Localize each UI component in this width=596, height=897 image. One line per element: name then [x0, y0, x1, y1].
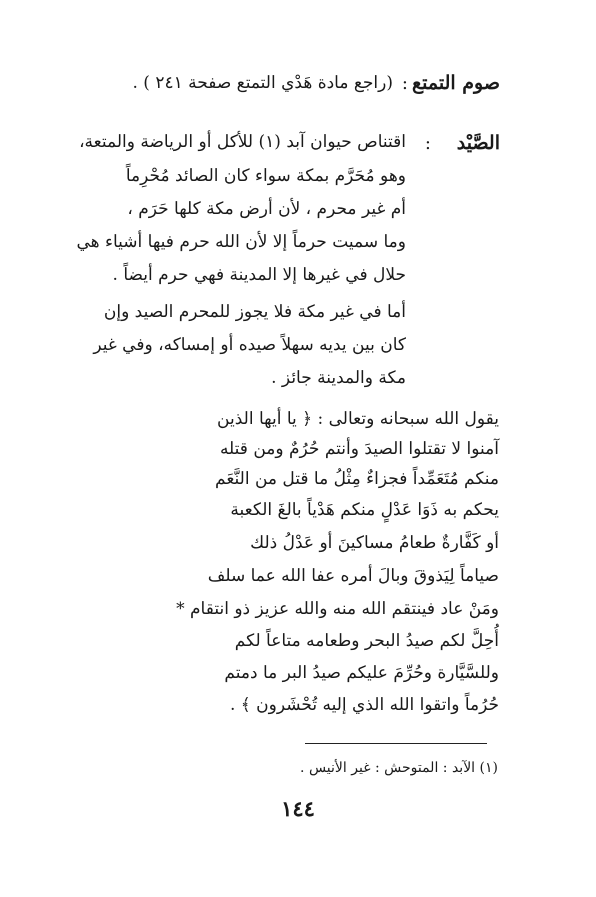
entry-colon: : — [424, 133, 431, 154]
sayd-line: أم غير محرم ، لأن أرض مكة كلها حَرَم ، — [127, 199, 406, 219]
entry-text-tamattu-fast: (راجع مادة هَدْي التمتع صفحة ٢٤١ ) . — [132, 73, 393, 93]
paragraph-line: كان بين يديه سهلاً صيده أو إمساكه، وفي غير — [93, 335, 406, 355]
quran-line: ومَنْ عاد فينتقم الله منه والله عزيز ذو انتقام * — [176, 599, 499, 619]
quran-line: صياماً لِيَذوقَ وبالَ أمره عفا الله عما سلف — [207, 566, 499, 586]
quran-line: أُحِلَّ لكم صيدُ البحر وطعامه متاعاً لكم — [234, 631, 499, 651]
quran-line: يحكم به ذَوَا عَدْلٍ منكم هَدْياً بالغَ الكعبة — [230, 500, 499, 520]
entry-term-sayd: الصَّيْد — [456, 132, 500, 154]
footnote-divider — [305, 743, 487, 744]
quran-line: حُرُماً واتقوا الله الذي إليه تُحْشَرون ﴾ . — [229, 695, 499, 715]
page-number: ١٤٤ — [281, 796, 315, 821]
sayd-line: وما سميت حرماً إلا لأن الله حرم فيها أشياء هي — [76, 232, 406, 252]
entry-term-tamattu-fast: صوم التمتع — [412, 72, 500, 94]
paragraph-line: مكة والمدينة جائز . — [271, 368, 406, 388]
sayd-line: وهو مُحَرَّم بمكة سواء كان الصائد مُحْرِماً — [125, 166, 406, 186]
quran-line: منكم مُتَعَمِّداً فجزاءٌ مِثْلُ ما قتل من النَّعَم — [215, 469, 499, 489]
quran-line: آمنوا لا تقتلوا الصيدَ وأنتم حُرُمٌ ومن قتله — [219, 439, 499, 459]
sayd-line: اقتناص حيوان آبد (١) للأكل أو الرياضة والمتعة، — [79, 132, 406, 152]
quran-line: أو كَفَّارةٌ طعامُ مساكينَ أو عَدْلُ ذلك — [250, 533, 499, 553]
sayd-line: حلال في غيرها إلا المدينة فهي حرم أيضاً . — [112, 265, 406, 285]
entry-colon: : — [401, 73, 408, 94]
footnote: (١) الآبد : المتوحش : غير الأنيس . — [300, 760, 498, 776]
quran-line: يقول الله سبحانه وتعالى : ﴿ يا أيها الذين — [217, 409, 499, 429]
paragraph-line: أما في غير مكة فلا يجوز للمحرم الصيد وإن — [103, 302, 406, 322]
quran-line: وللسَّيَّارة وحُرِّمَ عليكم صيدُ البر ما دمتم — [224, 663, 499, 683]
